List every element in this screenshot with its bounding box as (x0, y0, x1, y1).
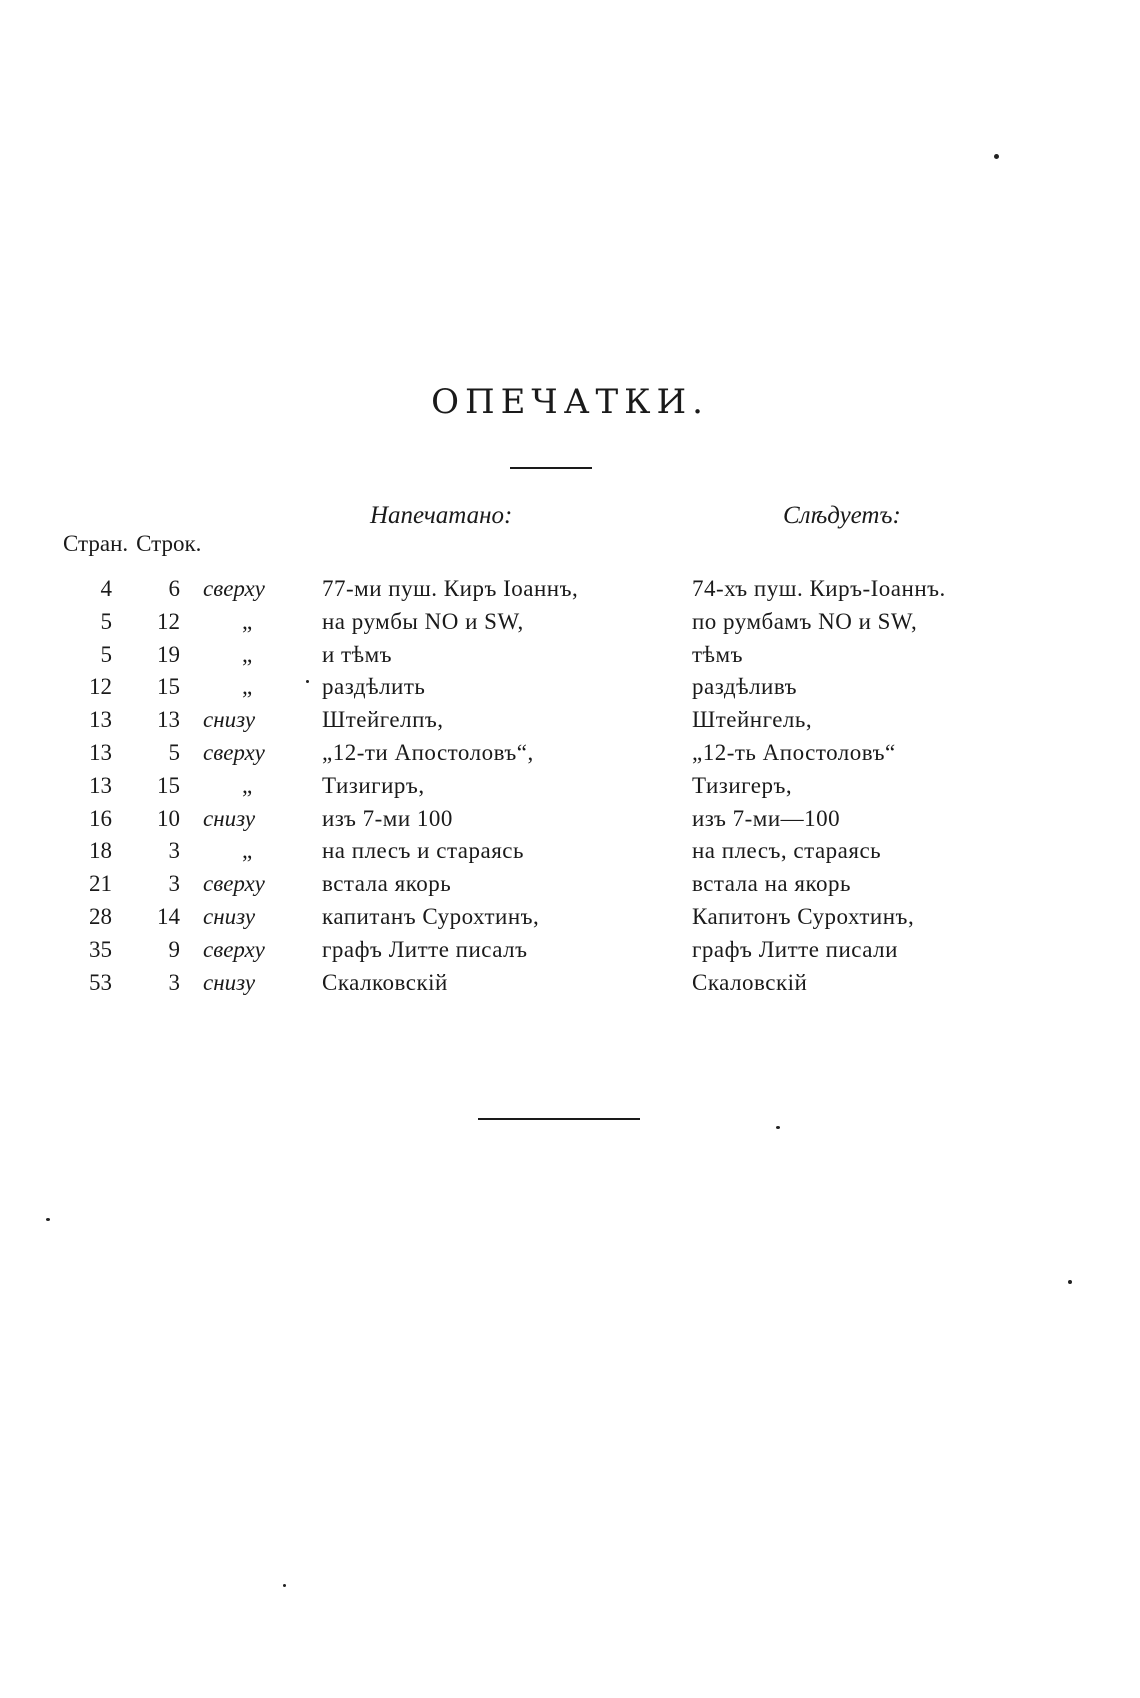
header-should-be: Слѣдуетъ: (783, 502, 901, 529)
cell-position: сверху (203, 576, 265, 601)
cell-page: 13 (89, 772, 112, 798)
scan-speck (994, 154, 999, 159)
cell-position: сверху (203, 871, 265, 897)
cell-line: 15 (157, 674, 180, 700)
scan-speck (283, 1584, 286, 1587)
cell-line: 9 (168, 936, 180, 962)
cell-correct: на плесъ, стараясь (692, 838, 882, 864)
cell-line: 3 (168, 969, 180, 995)
header-printed: Напечатано: (370, 502, 513, 529)
cell-printed: изъ 7-ми 100 (322, 805, 453, 831)
cell-position: снизу (203, 903, 256, 929)
scan-speck (46, 1218, 50, 1221)
cell-page: 5 (100, 608, 112, 634)
table-row (0, 838, 1140, 871)
cell-correct: 74-хъ пуш. Киръ-Іоаннъ. (692, 576, 946, 601)
cell-page: 13 (89, 739, 112, 765)
cell-page: 53 (89, 969, 112, 995)
cell-position: снизу (203, 805, 256, 831)
cell-line: 14 (157, 903, 180, 929)
header-page-line (63, 531, 209, 557)
cell-printed: 77-ми пуш. Киръ Іоаннъ, (322, 576, 579, 601)
cell-correct: встала на якорь (692, 871, 851, 897)
cell-line: 15 (157, 772, 180, 798)
table-row (0, 707, 1140, 740)
cell-printed: раздѣлить (322, 674, 426, 700)
table-row (0, 674, 1140, 707)
page-title: ОПЕЧАТКИ. (431, 382, 709, 422)
cell-correct: изъ 7-ми—100 (692, 805, 841, 831)
table-row (0, 576, 1140, 609)
table-row (0, 642, 1140, 675)
cell-line: 3 (168, 838, 180, 864)
cell-printed: капитанъ Сурохтинъ, (322, 903, 540, 929)
cell-line: 5 (168, 739, 180, 765)
cell-printed: на плесъ и стараясь (322, 838, 524, 864)
scan-speck (776, 1126, 780, 1129)
cell-page: 21 (89, 871, 112, 897)
cell-page: 18 (89, 838, 112, 864)
cell-printed: графъ Литте писалъ (322, 936, 528, 962)
cell-printed: Скалковскій (322, 969, 448, 995)
cell-printed: на румбы NO и SW, (322, 608, 524, 634)
cell-position: „ (242, 608, 253, 634)
cell-page: 13 (89, 707, 112, 733)
cell-position: „ (242, 838, 253, 864)
cell-correct: Штейнгель, (692, 707, 813, 733)
cell-page: 12 (89, 674, 112, 700)
table-row (0, 773, 1140, 806)
cell-position: „ (242, 674, 253, 700)
cell-printed: Штейгелпъ, (322, 707, 444, 733)
cell-page: 35 (89, 936, 112, 962)
cell-correct: раздѣливъ (692, 674, 798, 700)
scan-speck (306, 680, 309, 683)
cell-position: „ (242, 641, 253, 667)
scan-speck (1068, 1280, 1072, 1284)
cell-correct: графъ Литте писали (692, 936, 898, 962)
table-row (0, 970, 1140, 1003)
cell-position: сверху (203, 739, 265, 765)
errata-table (0, 576, 1140, 1002)
cell-page: 4 (100, 576, 112, 601)
title-rule (510, 467, 592, 469)
cell-page: 16 (89, 805, 112, 831)
cell-correct: Тизигеръ, (692, 772, 793, 798)
cell-line: 6 (168, 576, 180, 601)
cell-correct: Скаловскій (692, 969, 808, 995)
table-row (0, 609, 1140, 642)
closing-rule (478, 1118, 640, 1120)
cell-printed: и тѣмъ (322, 641, 393, 667)
cell-correct: по румбамъ NO и SW, (692, 608, 918, 634)
cell-position: сверху (203, 936, 265, 962)
header-page: Стран. (63, 531, 129, 556)
table-row (0, 937, 1140, 970)
table-row (0, 740, 1140, 773)
cell-correct: тѣмъ (692, 641, 743, 667)
cell-page: 28 (89, 903, 112, 929)
cell-correct: Капитонъ Сурохтинъ, (692, 903, 915, 929)
table-row (0, 904, 1140, 937)
cell-printed: Тизигиръ, (322, 772, 425, 798)
cell-line: 3 (168, 871, 180, 897)
cell-position: „ (242, 772, 253, 798)
cell-printed: встала якорь (322, 871, 452, 897)
cell-page: 5 (100, 641, 112, 667)
cell-position: снизу (203, 969, 256, 995)
cell-correct: „12-ть Апостоловъ“ (692, 739, 896, 765)
cell-line: 13 (157, 707, 180, 733)
cell-line: 19 (157, 641, 180, 667)
cell-printed: „12-ти Апостоловъ“, (322, 739, 534, 765)
table-row (0, 806, 1140, 839)
cell-position: снизу (203, 707, 256, 733)
header-line: Строк. (136, 531, 202, 556)
cell-line: 10 (157, 805, 180, 831)
cell-line: 12 (157, 608, 180, 634)
table-row (0, 871, 1140, 904)
